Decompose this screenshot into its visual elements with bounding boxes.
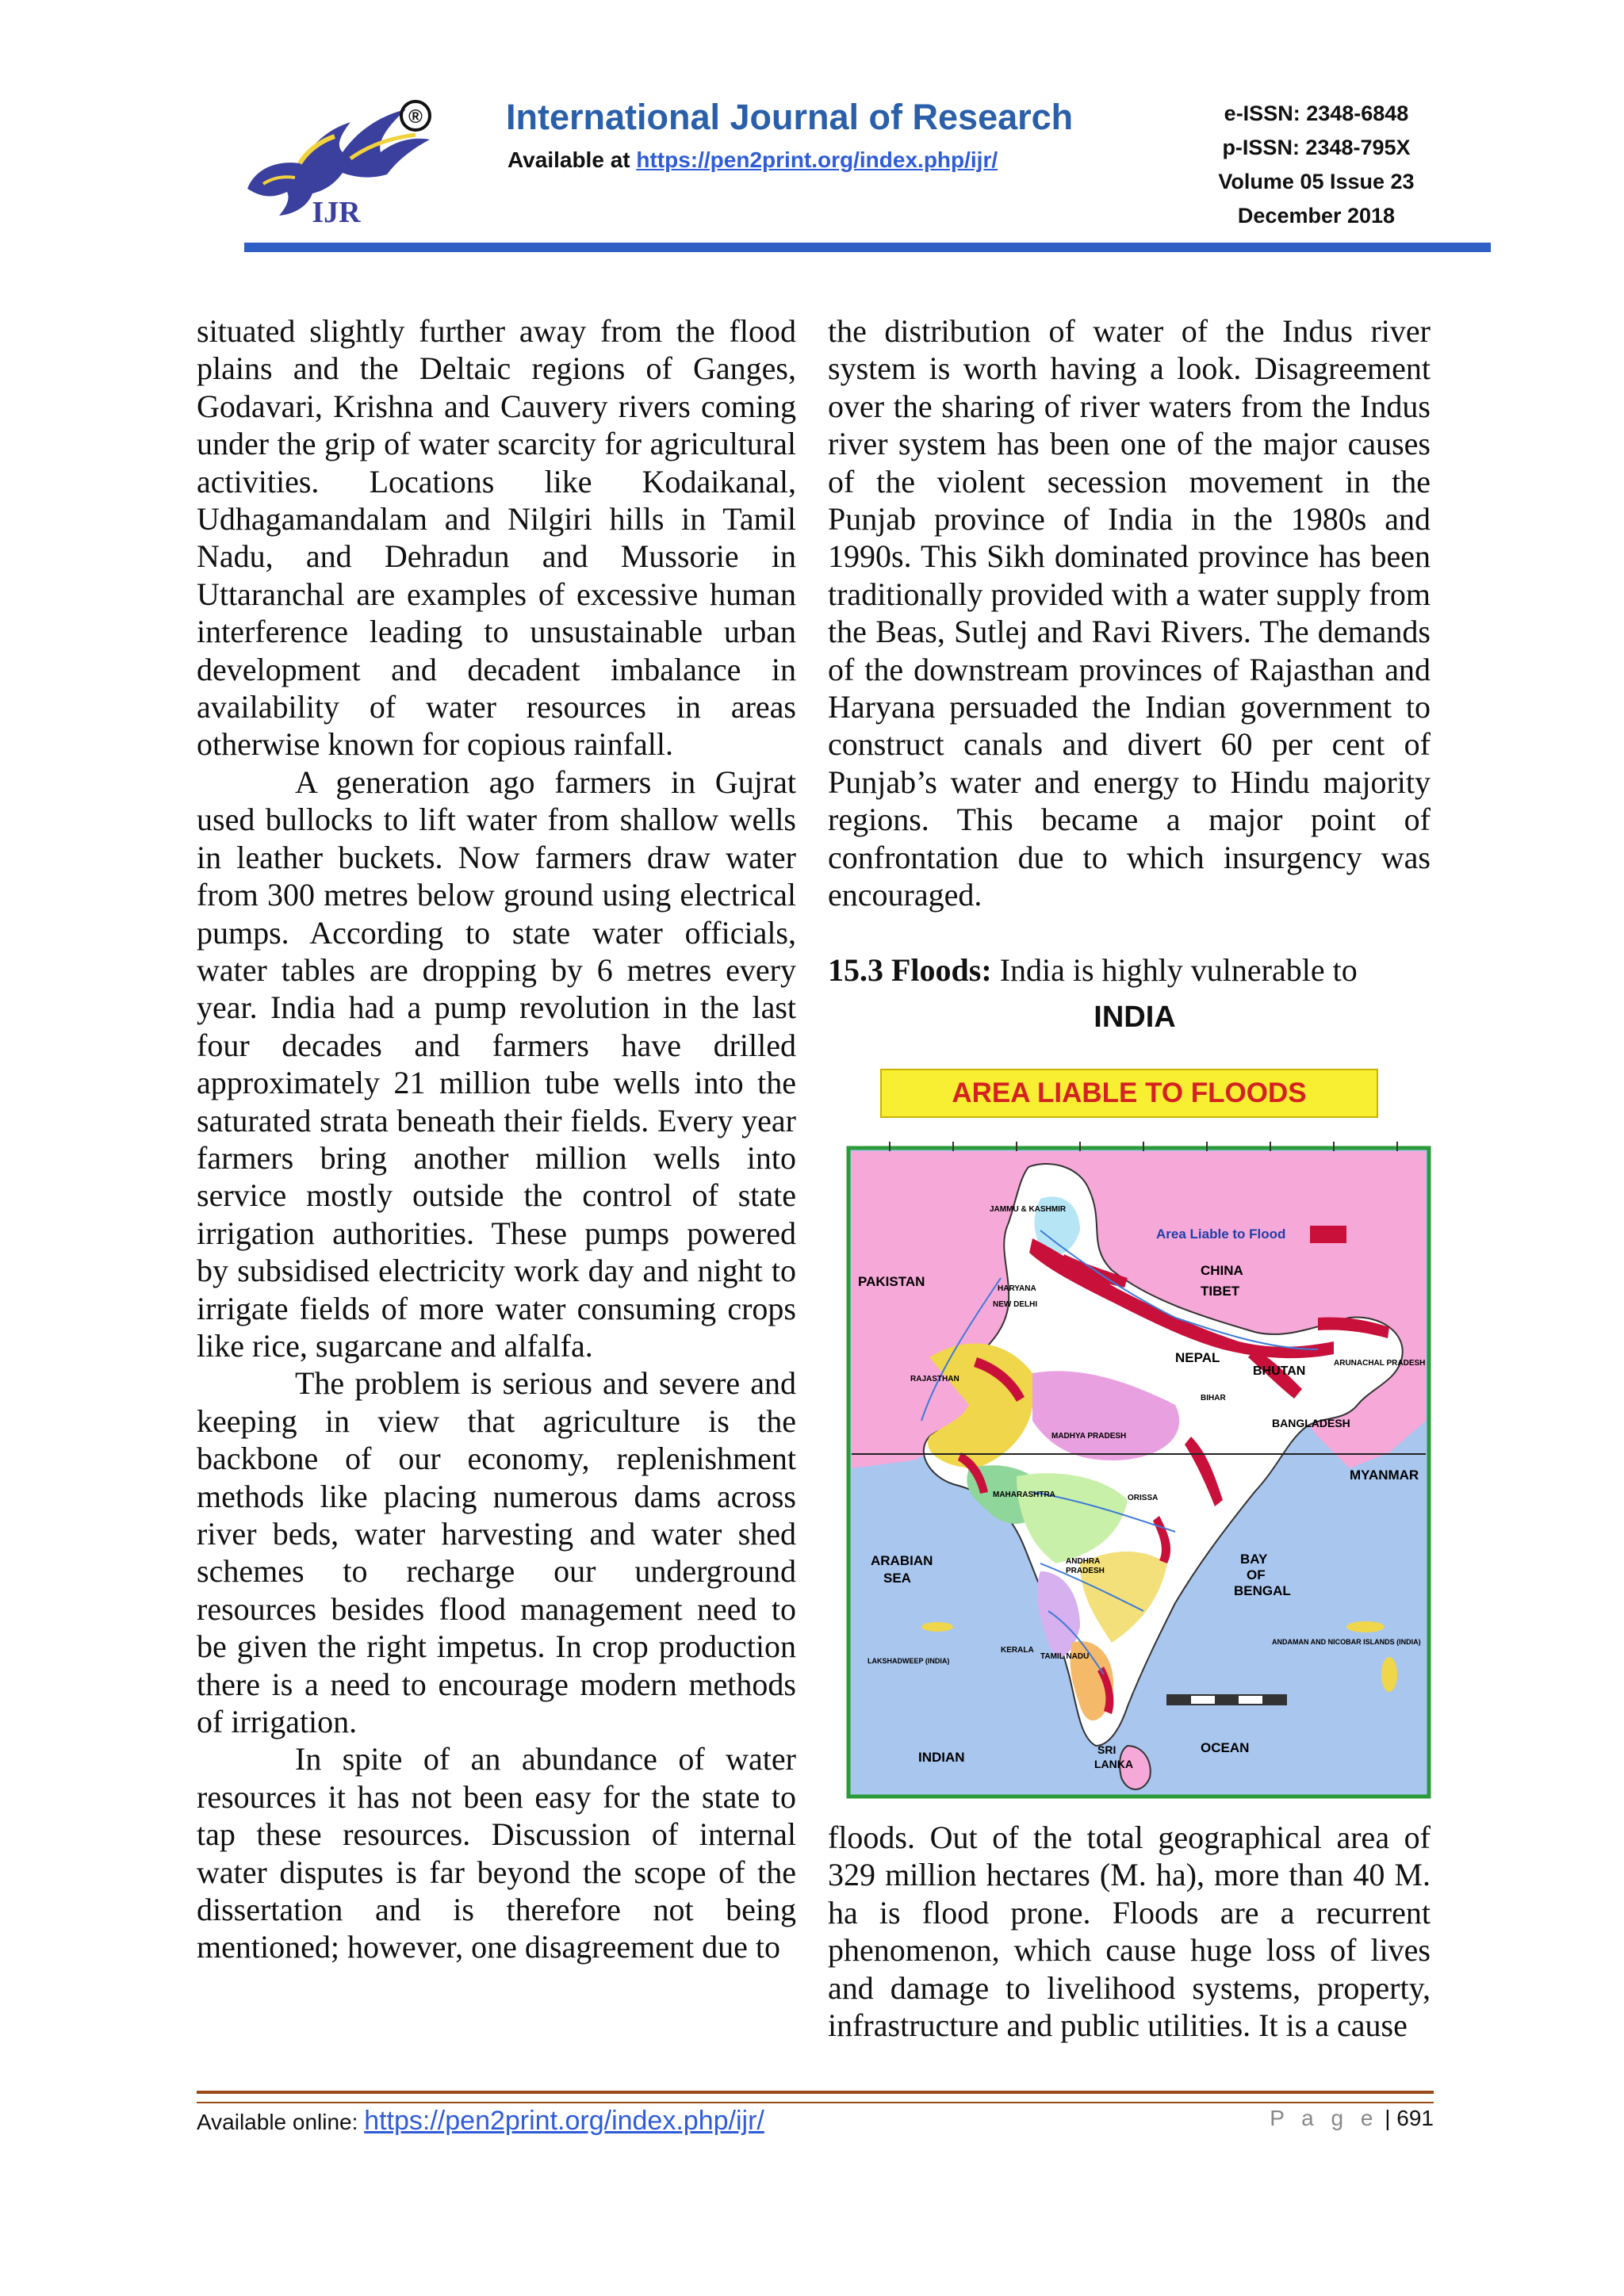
- map-banner: AREA LIABLE TO FLOODS: [880, 1069, 1378, 1118]
- available-at-line: [508, 147, 998, 173]
- page-number: 691: [1396, 2106, 1434, 2130]
- journal-url-link[interactable]: https://pen2print.org/index.php/ijr/: [636, 147, 998, 172]
- map-heading: INDIA: [1094, 1001, 1176, 1034]
- right-paragraph-floods: floods. Out of the total geographical area of 329 million hectares (M. ha), more than 40 M. ha is flood prone. Floods are a recurrent phenomenon, which cause huge loss of lives and damage to livelihood systems, property, infrastructure and public utilities. It is a cause: [828, 1820, 1431, 2044]
- available-prefix: Available at: [508, 147, 637, 172]
- label-lanka: LANKA: [1094, 1758, 1133, 1770]
- label-myanmar: MYANMAR: [1350, 1468, 1419, 1483]
- label-madhya-pradesh: MADHYA PRADESH: [1051, 1432, 1127, 1441]
- section-heading-floods: 15.3 Floods:: [828, 951, 992, 988]
- scale-bar: [1167, 1695, 1286, 1705]
- label-pakistan: PAKISTAN: [858, 1274, 925, 1289]
- label-nepal: NEPAL: [1175, 1350, 1220, 1365]
- left-column: [197, 312, 796, 1966]
- right-column-continued: [828, 1819, 1431, 2044]
- label-bengal: BENGAL: [1234, 1583, 1291, 1598]
- volume-issue: Volume 05 Issue 23: [1218, 170, 1415, 193]
- registered-mark: ®: [408, 106, 423, 128]
- label-bay: BAY: [1240, 1552, 1268, 1567]
- label-orissa: ORISSA: [1128, 1494, 1159, 1502]
- label-sea: SEA: [883, 1571, 911, 1586]
- pissn: p-ISSN: 2348-795X: [1222, 136, 1411, 159]
- journal-title: International Journal of Research: [506, 97, 1074, 137]
- label-arunachal: ARUNACHAL PRADESH: [1334, 1359, 1426, 1368]
- label-lakshadweep: LAKSHADWEEP (INDIA): [868, 1657, 950, 1665]
- footer-divider: [197, 2091, 1434, 2103]
- label-pradesh: PRADESH: [1066, 1567, 1105, 1575]
- left-paragraph-2: A generation ago farmers in Gujrat used bullocks to lift water from shallow wells in leather buckets. Now farmers draw water from 300 metres below ground using electrical pumps. According to state water officials, water tables are dropping by 6 metres every year. India had a pump revolution in the last four decades and farmers have drilled approximately 21 million tube wells into the saturated strata beneath their fields. Every year farmers bring another million wells into service mostly outside the control of state irrigation authorities. These pumps powered by subsidised electricity work day and night to irrigate fields of more water consuming crops like rice, sugarcane and alfalfa.: [197, 763, 796, 1364]
- label-jammu: JAMMU & KASHMIR: [990, 1205, 1067, 1214]
- floods-section-intro: [828, 951, 1431, 989]
- right-column: [828, 312, 1431, 989]
- label-haryana: HARYANA: [998, 1284, 1036, 1293]
- legend-label: Area Liable to Flood: [1156, 1226, 1286, 1242]
- legend-swatch: [1310, 1226, 1346, 1243]
- right-paragraph-1: the distribution of water of the Indus river system is worth having a look. Disagreement over the sharing of river waters from the Indus river system has been one of the major causes of the violent secession movement in the Punjab province of India in the 1980s and 1990s. This Sikh dominated province has been traditionally provided with a water supply from the Beas, Sutlej and Ravi Rivers. The demands of the downstream provinces of Rajasthan and Haryana persuaded the Indian government to construct canals and divert 60 per cent of Punjab’s water and energy to Hindu majority regions. This became a major point of confrontation due to which insurgency was encouraged.: [828, 313, 1431, 913]
- label-bangladesh: BANGLADESH: [1272, 1417, 1350, 1429]
- label-andhra: ANDHRA: [1066, 1557, 1101, 1566]
- left-paragraph-4: In spite of an abundance of water resources it has not been easy for the state to tap these resources. Discussion of internal water disputes is far beyond the scope of the dissertation and is therefore not being mentioned; however, one disagreement due to: [197, 1741, 796, 1965]
- logo-text: IJR: [312, 196, 361, 229]
- label-new-delhi: NEW DELHI: [993, 1300, 1038, 1309]
- footer-url-link[interactable]: https://pen2print.org/index.php/ijr/: [364, 2106, 764, 2136]
- label-bihar: BIHAR: [1201, 1394, 1226, 1402]
- label-kerala: KERALA: [1001, 1646, 1034, 1655]
- left-paragraph-3: The problem is serious and severe and keeping in view that agriculture is the backbone of our economy, replenishment methods like placing numerous dams across river beds, water harvesting and water shed schemes to recharge our underground resources besides flood management need to be given the right impetus. In crop production there is a need to encourage modern methods of irrigation.: [197, 1365, 796, 1740]
- floods-intro-text: India is highly vulnerable to: [991, 951, 1358, 988]
- label-of: OF: [1247, 1567, 1266, 1582]
- india-flood-map: [842, 1119, 1435, 1803]
- label-indian: INDIAN: [918, 1750, 965, 1765]
- label-bhutan: BHUTAN: [1253, 1364, 1306, 1378]
- label-rajasthan: RAJASTHAN: [910, 1375, 959, 1383]
- issue-date: December 2018: [1237, 204, 1396, 228]
- page-word: P a g e: [1270, 2106, 1379, 2130]
- left-paragraph-1: situated slightly further away from the flood plains and the Deltaic regions of Ganges, Godavari, Krishna and Cauvery rivers coming under the grip of water scarcity for agricultural activities. Locations like Kodaikanal, Udhagamandalam and Nilgiri hills in Tamil Nadu, and Dehradun and Mussorie in Uttaranchal are examples of excessive human interference leading to unsustainable urban development and decadent imbalance in availability of water resources in areas otherwise known for copious rainfall.: [197, 313, 796, 763]
- label-ocean: OCEAN: [1201, 1740, 1250, 1755]
- label-tibet: TIBET: [1201, 1284, 1240, 1299]
- footer-available-online: [197, 2106, 764, 2137]
- india-flood-map-figure: [834, 1001, 1435, 1803]
- label-sri: SRI: [1097, 1743, 1116, 1756]
- page-separator: |: [1378, 2106, 1397, 2130]
- page-footer: [197, 2106, 1434, 2137]
- footer-available-label: Available online:: [197, 2110, 365, 2134]
- label-maharashtra: MAHARASHTRA: [993, 1490, 1055, 1499]
- label-andaman: ANDAMAN AND NICOBAR ISLANDS (INDIA): [1272, 1638, 1421, 1646]
- label-arabian: ARABIAN: [871, 1553, 933, 1568]
- issn-block: [1182, 97, 1451, 233]
- eissn: e-ISSN: 2348-6848: [1224, 101, 1409, 125]
- label-tamil-nadu: TAMIL NADU: [1040, 1652, 1090, 1661]
- ijr-logo: [232, 95, 436, 230]
- label-china: CHINA: [1201, 1263, 1243, 1278]
- footer-page-number: [1270, 2106, 1434, 2131]
- header-divider: [244, 243, 1491, 252]
